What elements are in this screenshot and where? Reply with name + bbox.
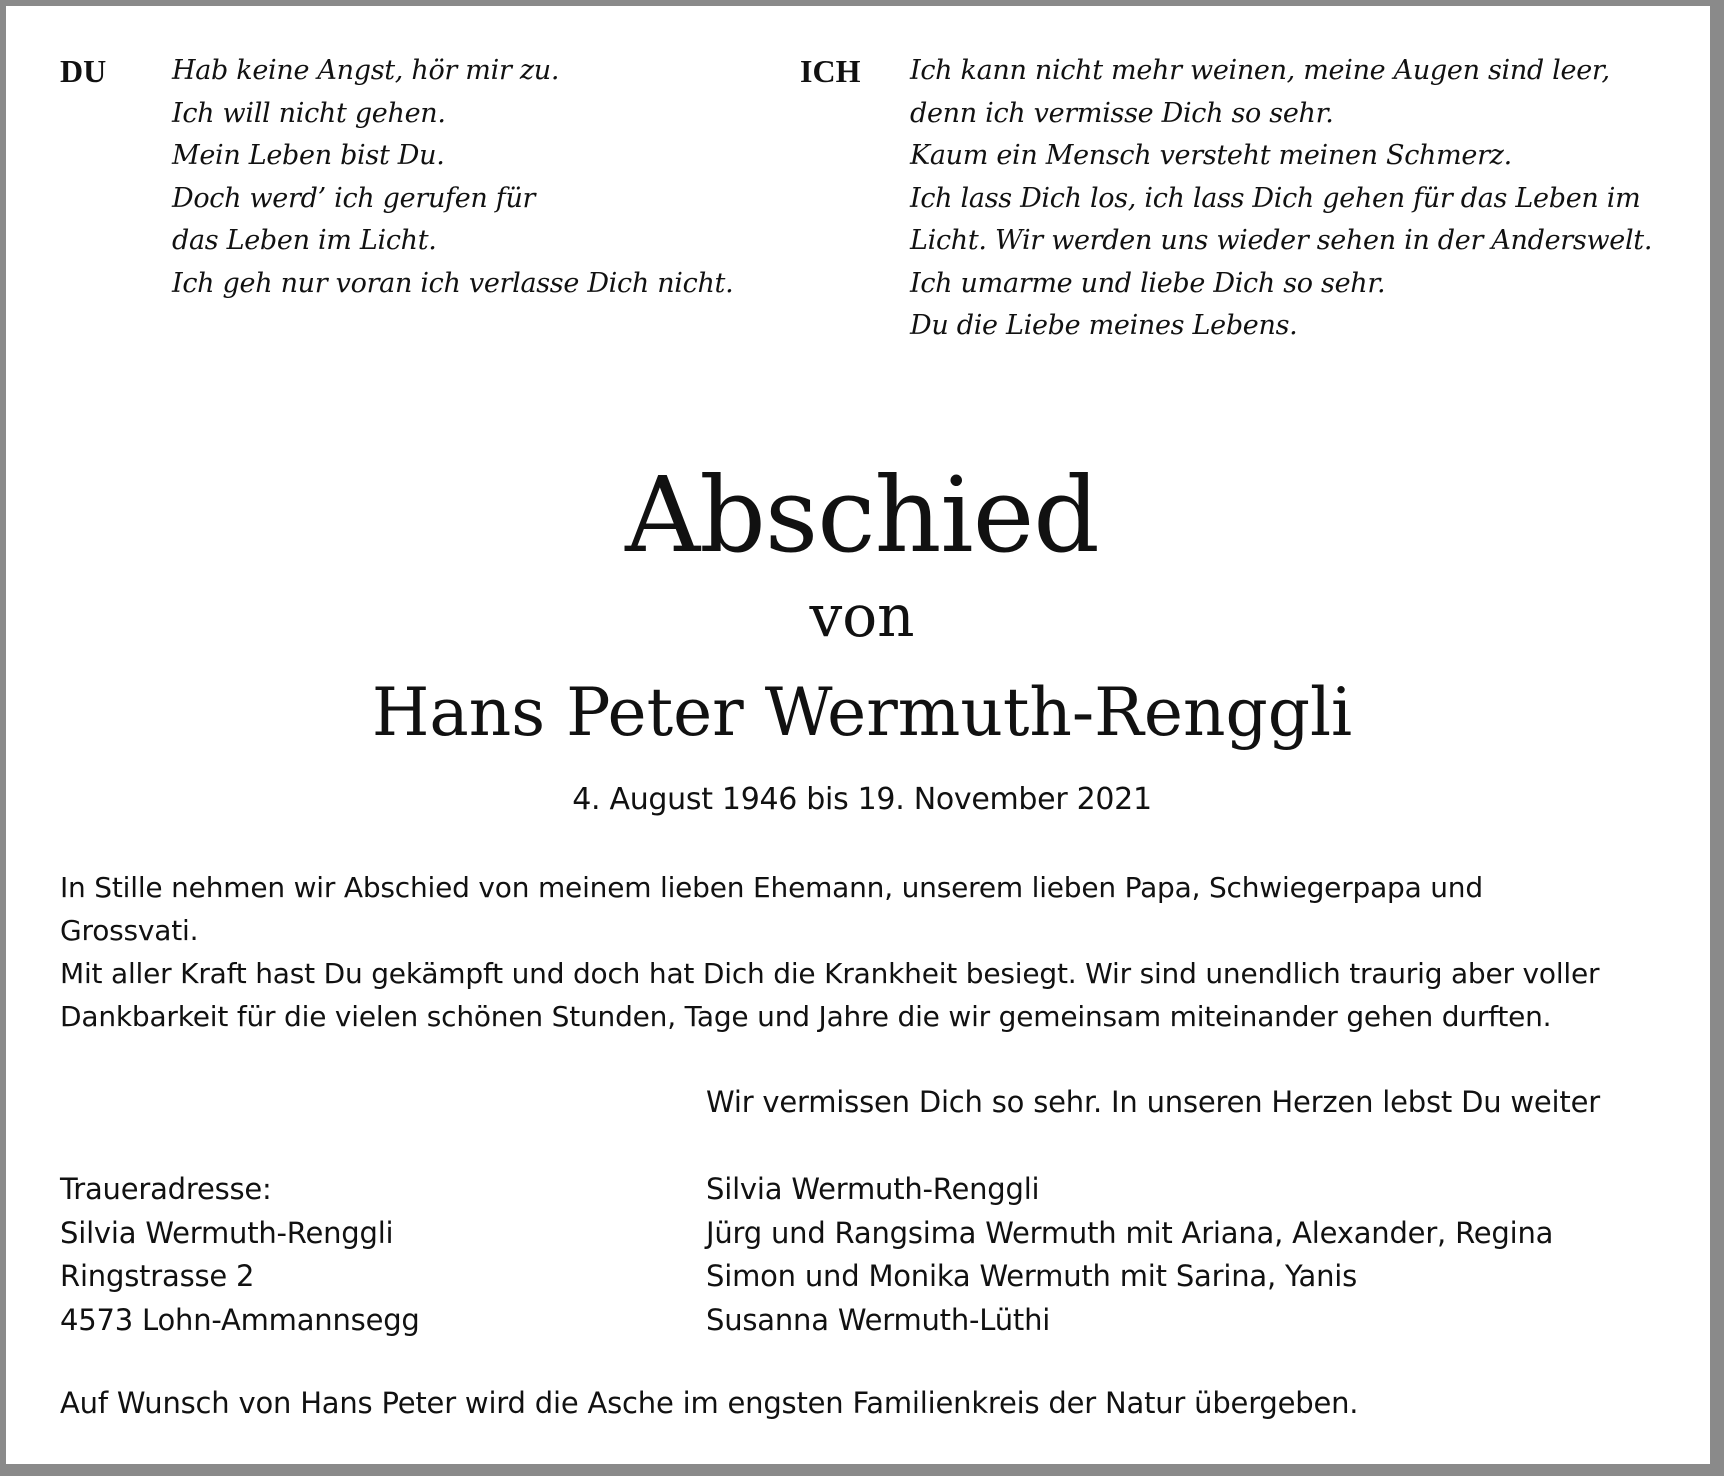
- poem-ich-label: ICH: [800, 53, 861, 89]
- footer-note: Auf Wunsch von Hans Peter wird die Asche im engsten Familienkreis der Natur übergeben.: [60, 1386, 1359, 1420]
- address-name: Silvia Wermuth-Renggli: [60, 1215, 394, 1250]
- family-member: Silvia Wermuth-Renggli: [706, 1172, 1040, 1206]
- family-member: Susanna Wermuth-Lüthi: [706, 1302, 1051, 1337]
- address-label: Traueradresse:: [60, 1172, 272, 1206]
- life-dates: 4. August 1946 bis 19. November 2021: [572, 782, 1152, 817]
- poem-ich-line: Licht. Wir werden uns wieder sehen in der Anderswelt.: [910, 225, 1653, 256]
- poem-ich-line: denn ich vermisse Dich so sehr.: [910, 97, 1334, 129]
- poem-ich-line: Du die Liebe meines Lebens.: [910, 310, 1298, 341]
- closing-line: Wir vermissen Dich so sehr. In unseren Herzen lebst Du weiter: [706, 1085, 1600, 1119]
- poem-du-line: Doch werd’ ich gerufen für: [172, 182, 536, 214]
- address-street: Ringstrasse 2: [60, 1259, 255, 1293]
- poem-du-lines: [172, 50, 733, 305]
- address-city: 4573 Lohn-Ammannsegg: [60, 1302, 420, 1337]
- poem-ich-line: Ich kann nicht mehr weinen, meine Augen sind leer,: [910, 55, 1610, 86]
- page-title: Abschied: [625, 454, 1099, 576]
- poem-du-line: das Leben im Licht.: [172, 225, 437, 256]
- poem-ich-line: Ich lass Dich los, ich lass Dich gehen für das Leben im: [910, 182, 1641, 214]
- family-member: Jürg und Rangsima Wermuth mit Ariana, Alexander, Regina: [706, 1215, 1554, 1250]
- intro-line: In Stille nehmen wir Abschied von meinem lieben Ehemann, unserem lieben Papa, Schwiegerpapa und: [60, 871, 1483, 904]
- poem-ich-lines: [910, 50, 1652, 348]
- poem-du-line: Ich will nicht gehen.: [172, 97, 446, 129]
- poem-du-label: DU: [60, 53, 107, 89]
- poem-ich-line: Kaum ein Mensch versteht meinen Schmerz.: [910, 140, 1512, 171]
- intro-line: Mit aller Kraft hast Du gekämpft und doch hat Dich die Krankheit besiegt. Wir sind unendlich traurig aber voller: [60, 957, 1600, 990]
- poem-du-line: Ich geh nur voran ich verlasse Dich nicht.: [172, 267, 734, 299]
- poem-du-line: Hab keine Angst, hör mir zu.: [172, 55, 560, 86]
- family-member: Simon und Monika Wermuth mit Sarina, Yanis: [706, 1259, 1358, 1293]
- poem-du-line: Mein Leben bist Du.: [172, 140, 445, 171]
- intro-paragraph: [60, 866, 1664, 1038]
- poem-ich-line: Ich umarme und liebe Dich so sehr.: [910, 267, 1386, 299]
- intro-line: Dankbarkeit für die vielen schönen Stunden, Tage und Jahre die wir gemeinsam miteinander gehen durften.: [60, 1000, 1552, 1033]
- title-von: von: [809, 582, 915, 650]
- deceased-name: Hans Peter Wermuth-Renggli: [371, 674, 1353, 751]
- family-list: [706, 1168, 1553, 1342]
- intro-line: Grossvati.: [60, 914, 199, 947]
- mourning-address: [60, 1168, 420, 1342]
